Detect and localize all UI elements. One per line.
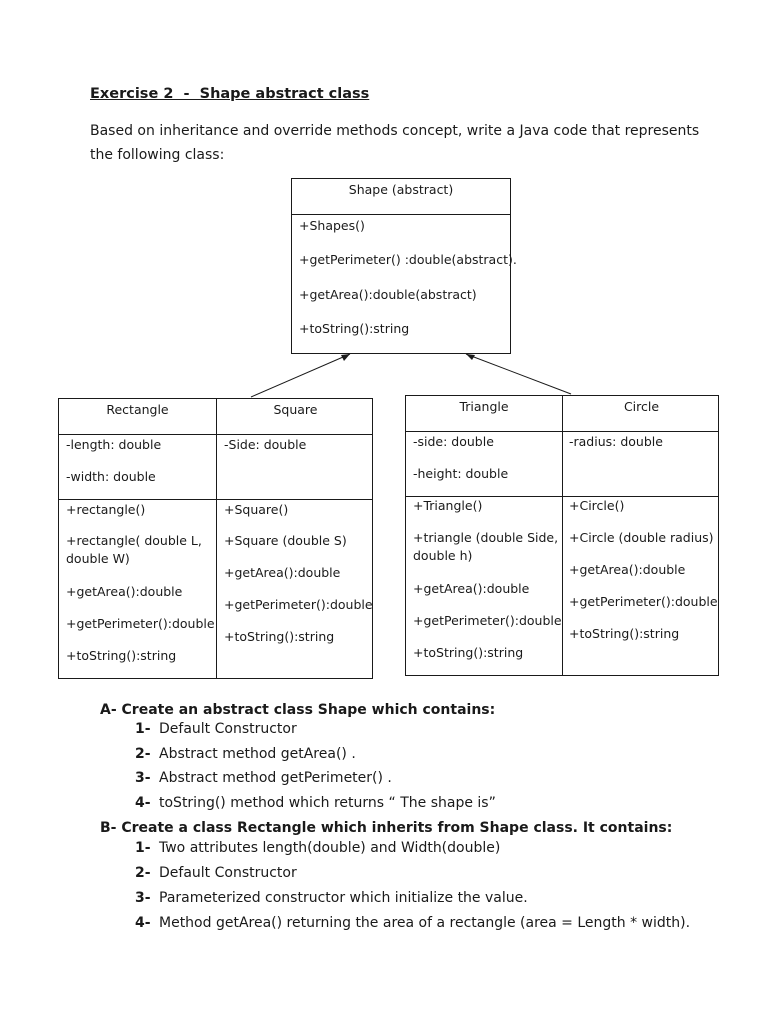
shape-method: +getPerimeter() :double(abstract).: [299, 252, 517, 267]
arrowhead-right: [466, 354, 475, 360]
circle-class-name: Circle: [623, 399, 660, 414]
item-text: Method getArea() returning the area of a rectangle (area = Length * width).: [159, 915, 691, 931]
arrowhead-left: [341, 354, 350, 361]
rectangle-method: +rectangle(): [66, 502, 146, 517]
item-text: toString() method which returns “ The shape is”: [159, 795, 496, 811]
header-divider: [59, 434, 372, 435]
square-method: +Square(): [224, 502, 289, 517]
circle-method: +Circle (double radius): [569, 530, 714, 545]
task-a-item: [135, 721, 297, 737]
item-text: Default Constructor: [159, 721, 297, 737]
triangle-attr: -side: double: [413, 434, 494, 449]
item-number: 3-: [135, 890, 151, 906]
item-text: Abstract method getPerimeter() .: [159, 770, 392, 786]
square-method: +Square (double S): [224, 533, 347, 548]
shape-method: +getArea():double(abstract): [299, 287, 477, 302]
triangle-method: +Triangle(): [413, 498, 483, 513]
triangle-circle-table: [405, 395, 719, 676]
triangle-method: +triangle (double Side, double h): [413, 530, 559, 563]
rectangle-method: +getArea():double: [66, 584, 183, 599]
item-number: 1-: [135, 840, 151, 856]
triangle-method: +toString():string: [413, 645, 524, 660]
item-number: 3-: [135, 770, 151, 786]
intro-paragraph: Based on inheritance and override methods concept, write a Java code that represents the following class:: [90, 123, 700, 163]
arrow-left: [251, 354, 350, 397]
rectangle-method: +getPerimeter():double: [66, 616, 215, 631]
item-number: 2-: [135, 865, 151, 881]
attrs-divider: [59, 499, 372, 500]
triangle-method: +getArea():double: [413, 581, 530, 596]
arrow-right: [466, 354, 571, 394]
square-method: +getArea():double: [224, 565, 341, 580]
rectangle-method: +rectangle( double L, double W): [66, 533, 202, 566]
triangle-class-name: Triangle: [459, 399, 509, 414]
task-a-item: [135, 770, 392, 786]
item-number: 4-: [135, 915, 151, 931]
circle-method: +Circle(): [569, 498, 625, 513]
circle-method: +getPerimeter():double: [569, 594, 718, 609]
shape-method: +Shapes(): [299, 218, 365, 233]
item-text: Abstract method getArea() .: [159, 746, 356, 762]
circle-attr: -radius: double: [569, 434, 663, 449]
item-text: Default Constructor: [159, 865, 297, 881]
square-method: +toString():string: [224, 629, 335, 644]
item-number: 4-: [135, 795, 151, 811]
shape-class-name: Shape (abstract): [348, 182, 454, 197]
shape-method: +toString():string: [299, 321, 410, 336]
task-a-item: [135, 795, 496, 811]
item-text: Parameterized constructor which initialize the value.: [159, 890, 528, 906]
triangle-method: +getPerimeter():double: [413, 613, 562, 628]
task-b-item: [135, 840, 500, 856]
attrs-divider: [406, 496, 718, 497]
item-text: Two attributes length(double) and Width(double): [159, 840, 501, 856]
square-class-name: Square: [273, 402, 318, 417]
task-a-heading: A- Create an abstract class Shape which contains:: [100, 702, 496, 718]
rectangle-attr: -length: double: [66, 437, 162, 452]
item-number: 1-: [135, 721, 151, 737]
item-number: 2-: [135, 746, 151, 762]
header-divider: [406, 431, 718, 432]
task-a-item: [135, 746, 356, 762]
task-b-item: [135, 890, 528, 906]
column-divider: [216, 399, 217, 678]
rectangle-class-name: Rectangle: [106, 402, 169, 417]
square-method: +getPerimeter():double: [224, 597, 373, 612]
rectangle-square-table: [58, 398, 373, 679]
rectangle-method: +toString():string: [66, 648, 177, 663]
column-divider: [562, 396, 563, 675]
rectangle-attr: -width: double: [66, 469, 156, 484]
circle-method: +toString():string: [569, 626, 680, 641]
task-b-item: [135, 865, 297, 881]
square-attr: -Side: double: [224, 437, 307, 452]
task-b-item: [135, 915, 690, 931]
task-b-heading: B- Create a class Rectangle which inherits from Shape class. It contains:: [100, 820, 673, 836]
circle-method: +getArea():double: [569, 562, 686, 577]
triangle-attr: -height: double: [413, 466, 509, 481]
exercise-title: Exercise 2 - Shape abstract class: [90, 86, 370, 102]
